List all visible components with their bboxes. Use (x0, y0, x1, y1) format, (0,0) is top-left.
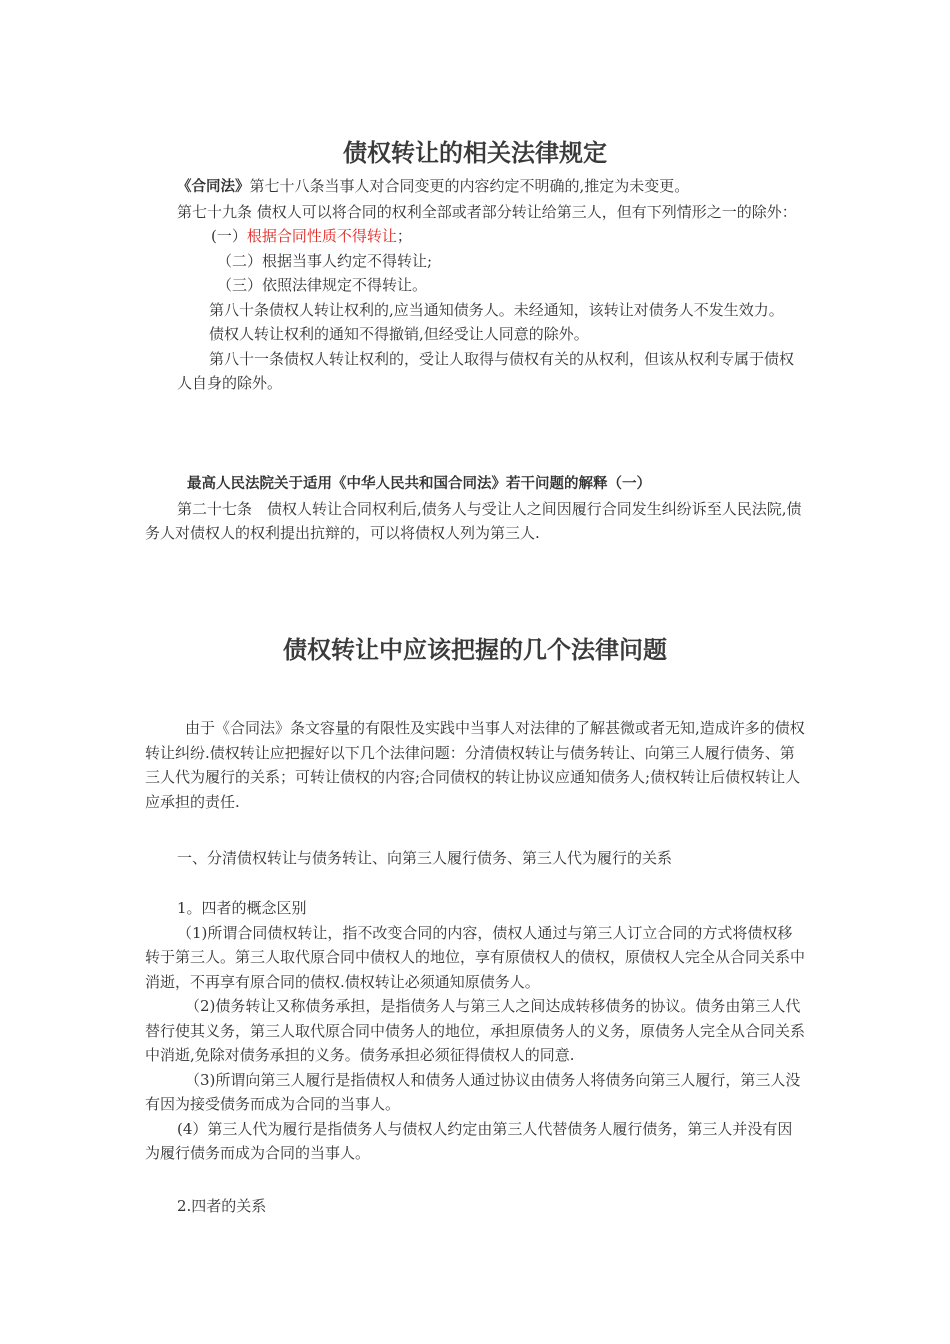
law-name: 《合同法》 (177, 179, 250, 195)
article-79-item-2: （二）根据当事人约定不得转让; (217, 251, 433, 270)
article-79-item-3: （三）依照法律规定不得转让。 (217, 276, 428, 294)
concept-paragraph-1: （1)所谓合同债权转让，指不改变合同的内容，债权人通过与第三人订立合同的方式将债权移转于第三人。第三人取代原合同中债权人的地位，享有原债权人的债权，原债权人完全从合同关系中消逝，不再享有原合同的债权.债权转让必须通知原债务人。 (145, 923, 806, 991)
highlighted-text: 根据合同性质不得转让 (246, 227, 397, 245)
article-27: 第二十七条 债权人转让合同权利后,债务人与受让人之间因履行合同发生纠纷诉至人民法院,债务人对债权人的权利提出抗辩的，可以将债权人列为第三人. (145, 499, 802, 542)
article-81: 第八十一条债权人转让权利的，受让人取得与债权有关的从权利，但该从权利专属于债权人自身的除外。 (177, 349, 795, 392)
concept-section (145, 896, 807, 1166)
concept-paragraph-4: (4）第三人代为履行是指债务人与债权人约定由第三人代替债务人履行债务，第三人并没有因为履行债务而成为合同的当事人。 (145, 1119, 793, 1162)
intro-paragraph: 由于《合同法》条文容量的有限性及实践中当事人对法律的了解甚微或者无知,造成许多的债权转让纠纷.债权转让应把握好以下几个法律问题：分清债权转让与债务转让、向第三人履行债务、第三人代为履行的关系；可转让债权的内容;合同债权的转让协议应通知债务人;债权转让后债权转让人应承担的责任. (145, 719, 805, 811)
article-80: 第八十条债权人转让权利的,应当通知债务人。未经通知，该转让对债务人不发生效力。 (209, 300, 784, 319)
article-79-item-1: (一）根据合同性质不得转让； (211, 227, 412, 245)
section-one-heading-block (145, 846, 807, 871)
intro-section (145, 716, 807, 814)
interpretation-heading: 最高人民法院关于适用《中华人民共和国合同法》若干问题的解释（一） (187, 476, 651, 492)
main-title: 债权转让的相关法律规定 (343, 139, 607, 167)
relation-subheading: 2.四者的关系 (177, 1197, 267, 1215)
judicial-interpretation-section (145, 472, 807, 546)
article-79: 第七十九条 债权人可以将合同的权利全部或者部分转让给第三人，但有下列情形之一的除外： (177, 202, 797, 221)
article-78: 《合同法》第七十八条当事人对合同变更的内容约定不明确的,推定为未变更。 (177, 177, 690, 195)
second-title: 债权转让中应该把握的几个法律问题 (283, 636, 667, 664)
relation-section (145, 1194, 807, 1219)
concept-paragraph-2: （2)债务转让又称债务承担，是指债务人与第三人之间达成转移债务的协议。债务由第三人代替行使其义务，第三人取代原合同中债务人的地位，承担原债务人的义务，原债务人完全从合同关系中消逝,免除对债务承担的义务。债务承担必须征得债权人的同意. (145, 997, 806, 1064)
contract-law-section (145, 174, 807, 396)
concept-subheading: 1。四者的概念区别 (177, 899, 307, 917)
concept-paragraph-3: （3)所谓向第三人履行是指债权人和债务人通过协议由债务人将债务向第三人履行，第三人没有因为接受债务而成为合同的当事人。 (145, 1070, 801, 1113)
article-80-notice: 债权人转让权利的通知不得撤销,但经受让人同意的除外。 (209, 325, 589, 343)
section-one-heading: 一、分清债权转让与债务转让、向第三人履行债务、第三人代为履行的关系 (177, 849, 673, 867)
